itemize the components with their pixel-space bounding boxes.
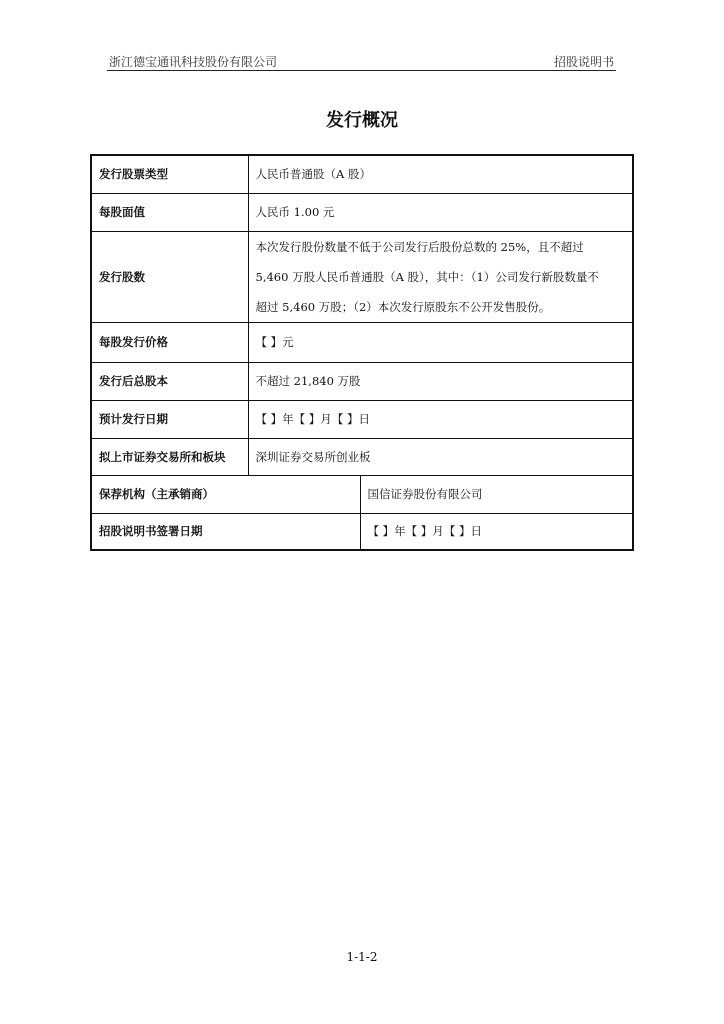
issue-date-label: 预计发行日期 xyxy=(91,400,248,438)
total-capital-label: 发行后总股本 xyxy=(91,362,248,400)
sign-date-label: 招股说明书签署日期 xyxy=(91,513,360,550)
table-row xyxy=(91,400,633,438)
issue-date-value: 【 】年【 】月【 】日 xyxy=(248,400,633,438)
shares-label: 发行股数 xyxy=(91,231,248,322)
exchange-value: 深圳证券交易所创业板 xyxy=(248,438,633,475)
table-row xyxy=(91,193,633,231)
table-row xyxy=(91,231,633,322)
page-number: 1-1-2 xyxy=(346,950,378,964)
sign-date-value: 【 】年【 】月【 】日 xyxy=(360,513,633,550)
company-name: 浙江德宝通讯科技股份有限公司 xyxy=(109,55,278,69)
stock-type-label: 发行股票类型 xyxy=(91,155,248,193)
page-header xyxy=(107,50,616,71)
table-row xyxy=(91,322,633,362)
sponsor-value: 国信证券股份有限公司 xyxy=(360,475,633,513)
par-value-value: 人民币 1.00 元 xyxy=(248,193,633,231)
price-label: 每股发行价格 xyxy=(91,322,248,362)
sponsor-label: 保荐机构（主承销商） xyxy=(91,475,360,513)
shares-line: 5,460 万股人民币普通股（A 股），其中：（1）公司发行新股数量不 xyxy=(255,269,599,284)
shares-value xyxy=(248,231,633,322)
par-value-label: 每股面值 xyxy=(91,193,248,231)
shares-line: 超过 5,460 万股；（2）本次发行原股东不公开发售股份。 xyxy=(255,299,551,314)
page-title: 发行概况 xyxy=(326,110,398,131)
table-row xyxy=(91,513,633,550)
price-value: 【 】元 xyxy=(248,322,633,362)
shares-line: 本次发行股份数量不低于公司发行后股份总数的 25%，且不超过 xyxy=(255,239,584,254)
document-type: 招股说明书 xyxy=(553,55,614,69)
stock-type-value: 人民币普通股（A 股） xyxy=(248,155,633,193)
exchange-label: 拟上市证券交易所和板块 xyxy=(91,438,248,475)
total-capital-value: 不超过 21,840 万股 xyxy=(248,362,633,400)
table-row xyxy=(91,362,633,400)
table-row xyxy=(91,155,633,193)
table-row xyxy=(91,438,633,475)
table-row xyxy=(91,475,633,513)
offering-summary-table xyxy=(90,154,634,551)
